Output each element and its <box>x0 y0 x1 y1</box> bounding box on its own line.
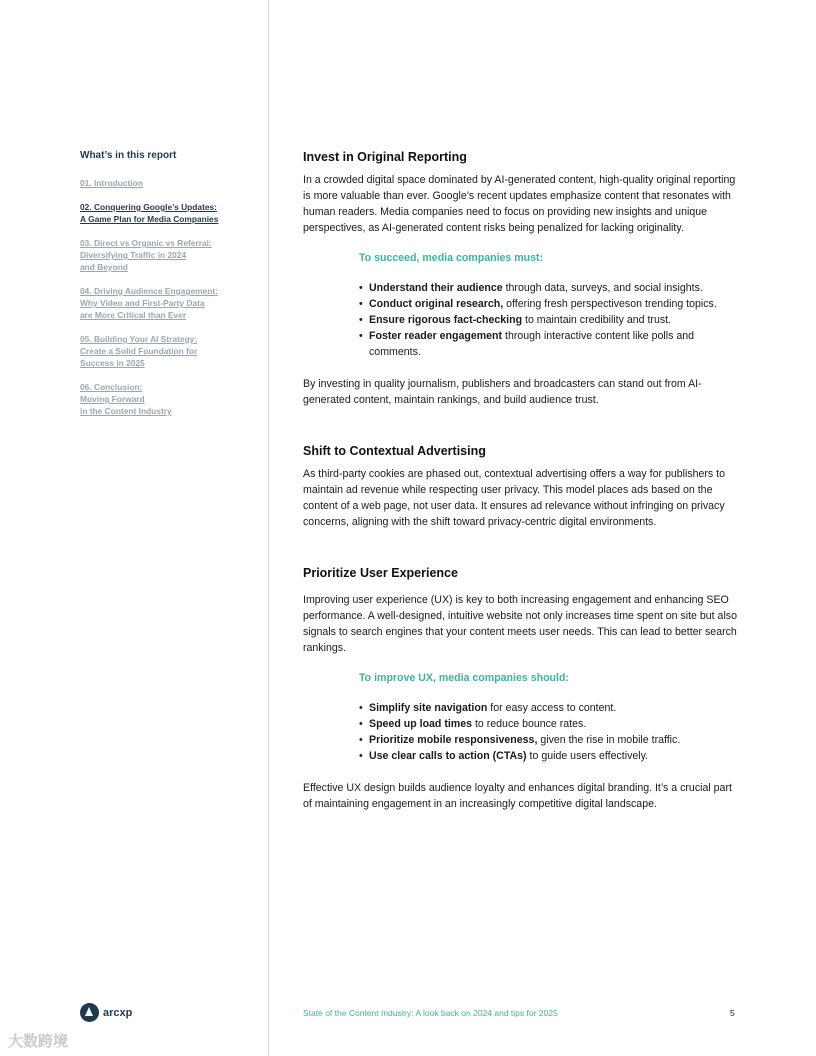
logo-text: arcxp <box>103 1006 133 1019</box>
toc-title: What’s in this report <box>80 150 177 161</box>
list-item: • Conduct original research, offering fresh perspectiveson trending topics. <box>359 296 743 312</box>
list-item: • Simplify site navigation for easy access to content. <box>359 700 743 716</box>
bullet-list <box>359 700 743 764</box>
list-item: • Ensure rigorous fact-checking to maintain credibility and trust. <box>359 312 743 328</box>
section-body: In a crowded digital space dominated by AI-generated content, high-quality original reporting is more valuable than ever. Google’s recent updates emphasize content that resonates with human readers. Media companies need to focus on providing new insights and unique perspectives, as AI-generated content risks being penalized for lacking originality. <box>303 174 736 234</box>
section-body: Improving user experience (UX) is key to both increasing engagement and enhancing SEO performance. A well-designed, intuitive website not only increases time spent on site but also signals to search engines that your content meets user needs. This can lead to better search rankings. <box>303 594 737 654</box>
toc-item-ai-strategy[interactable]: 05. Building Your AI Strategy: Create a Solid Foundation for Success in 2025 <box>80 334 198 368</box>
list-item: • Prioritize mobile responsiveness, given the rise in mobile traffic. <box>359 732 743 748</box>
toc-item-google-updates[interactable]: 02. Conquering Google’s Updates: A Game Plan for Media Companies <box>80 202 219 224</box>
toc-item-audience-engagement[interactable]: 04. Driving Audience Engagement: Why Video and First-Party Data are More Critical than Ever <box>80 286 218 320</box>
list-item: • Foster reader engagement through interactive content like polls and comments. <box>359 328 743 360</box>
section-heading: Prioritize User Experience <box>303 566 458 580</box>
section-heading: Shift to Contextual Advertising <box>303 444 486 458</box>
watermark: 大数跨境 <box>8 1033 69 1050</box>
list-lead: To improve UX, media companies should: <box>359 672 569 684</box>
table-of-contents <box>80 150 250 429</box>
arcxp-logo <box>80 1003 132 1022</box>
main-content <box>303 150 743 848</box>
list-item: • Understand their audience through data, surveys, and social insights. <box>359 280 743 296</box>
page-number: 5 <box>730 1008 735 1018</box>
section-contextual-advertising <box>303 444 743 530</box>
arcxp-logo-icon <box>80 1003 99 1022</box>
section-closing: By investing in quality journalism, publishers and broadcasters can stand out from AI-generated content, maintain rankings, and build audience trust. <box>303 378 702 406</box>
list-item: • Speed up load times to reduce bounce rates. <box>359 716 743 732</box>
column-divider <box>268 0 269 1056</box>
section-body: As third-party cookies are phased out, contextual advertising offers a way for publishers to maintain ad revenue while respecting user privacy. This model places ads based on the content of a web page, not user data. It ensures ad relevance without infringing on privacy concerns, aligning with the shift toward privacy-centric digital environments. <box>303 468 726 528</box>
toc-item-conclusion[interactable]: 06. Conclusion: Moving Forward in the Content Industry <box>80 382 172 416</box>
section-closing: Effective UX design builds audience loyalty and enhances digital branding. It’s a crucial part of maintaining engagement in an increasingly competitive digital landscape. <box>303 782 732 810</box>
section-heading: Invest in Original Reporting <box>303 150 467 164</box>
toc-item-traffic[interactable]: 03. Direct vs Organic vs Referral: Diversifying Traffic in 2024 and Beyond <box>80 238 212 272</box>
section-original-reporting <box>303 150 743 408</box>
footer-title: State of the Content Industry: A look back on 2024 and tips for 2025 <box>303 1008 558 1018</box>
toc-item-introduction[interactable]: 01. Introduction <box>80 178 143 188</box>
list-item: • Use clear calls to action (CTAs) to guide users effectively. <box>359 748 743 764</box>
section-user-experience <box>303 566 743 812</box>
bullet-list <box>359 280 743 360</box>
list-lead: To succeed, media companies must: <box>359 252 544 264</box>
